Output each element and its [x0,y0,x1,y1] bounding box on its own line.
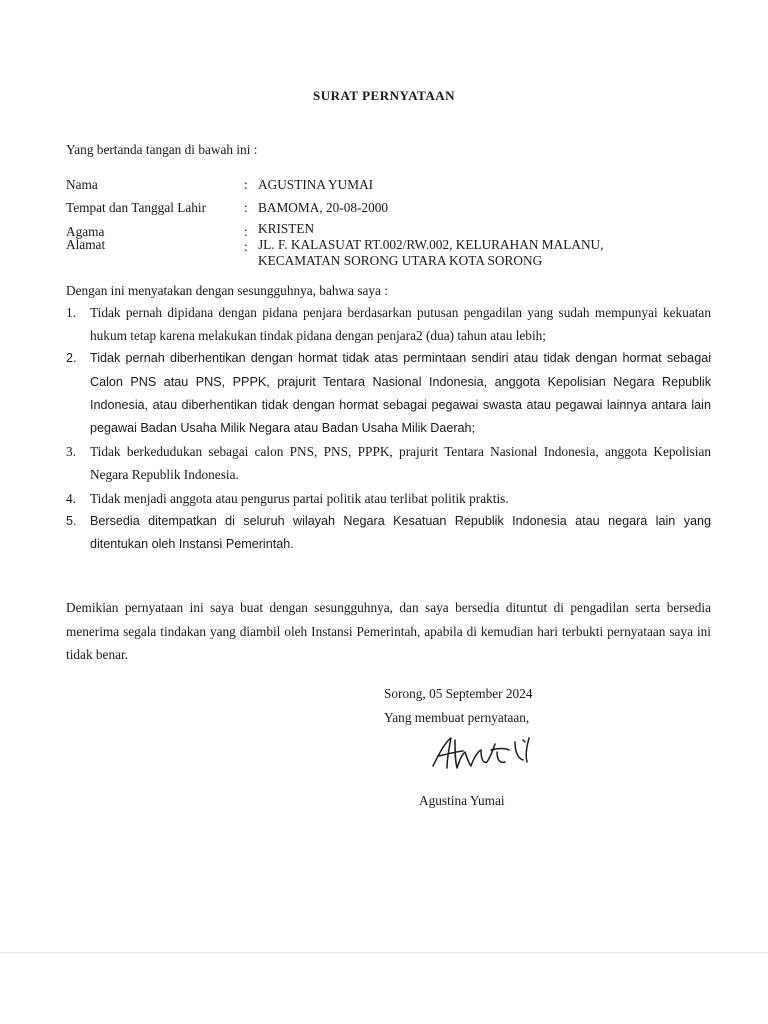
list-item-text: Tidak berkedudukan sebagai calon PNS, PNS, PPPK, prajurit Tentara Nasional Indonesia, anggota Kepolisian Negara Republik Indonesia. [90,444,711,483]
field-value-agama: KRISTEN [258,221,315,236]
field-colon: : [244,200,248,215]
list-item-text: Tidak menjadi anggota atau pengurus partai politik atau terlibat politik praktis. [90,490,509,506]
declaration-list [66,301,711,556]
field-value-ttl: BAMOMA, 20-08-2000 [258,200,389,215]
field-colon: : [244,177,248,192]
scan-edge-line [0,952,768,953]
declaration-intro: Dengan ini menyatakan dengan sesungguhnya, bahwa saya : [66,283,388,298]
list-item [66,510,711,556]
list-item-text: Tidak pernah dipidana dengan pidana penjara berdasarkan putusan pengadilan yang sudah mempunyai kekuatan hukum tetap karena melakukan tindak pidana dengan penjara2 (dua) tahun atau lebih; [90,305,711,344]
field-label-agama: Agama [66,224,105,239]
signer-name: Agustina Yumai [419,793,505,808]
field-label-alamat: Alamat [66,237,106,252]
list-item-number: 3. [66,444,76,460]
list-item-number: 5. [66,513,77,528]
intro-text: Yang bertanda tangan di bawah ini : [66,142,258,157]
field-value-alamat-2: KECAMATAN SORONG UTARA KOTA SORONG [258,253,543,268]
closing-paragraph: Demikian pernyataan ini saya buat dengan sesungguhnya, dan saya bersedia dituntut di pengadilan serta bersedia menerima segala tindakan yang diambil oleh Instansi Pemerintah, apabila di kemudian hari terbukti pernyataan saya ini tidak benar. [66,600,711,662]
field-label-nama: Nama [66,177,98,192]
place-date: Sorong, 05 September 2024 [384,686,533,701]
document-title: SURAT PERNYATAAN [313,88,455,103]
field-value-alamat-1: JL. F. KALASUAT RT.002/RW.002, KELURAHAN MALANU, [258,237,604,252]
list-item-number: 4. [66,490,76,506]
list-item [66,347,711,440]
field-colon: : [244,224,248,239]
signer-caption: Yang membuat pernyataan, [384,710,530,725]
list-item-text: Tidak pernah diberhentikan dengan hormat tidak atas permintaan sendiri atau tidak dengan hormat sebagai Calon PNS atau PNS, PPPK, prajurit Tentara Nasional Indonesia, anggota Kepolisian Negara Republik Indonesia, atau diberhentikan tidak dengan hormat sebagai pegawai swasta atau pegawai lainnya antara lain pegawai Badan Usaha Milik Negara atau Badan Usaha Milik Daerah; [90,351,711,436]
field-colon: : [244,239,248,254]
list-item [66,440,711,486]
list-item [66,301,711,347]
signature-image [425,732,545,778]
list-item [66,487,711,510]
list-item-number: 2. [66,351,77,366]
list-item-number: 1. [66,305,76,320]
list-item-text: Bersedia ditempatkan di seluruh wilayah Negara Kesatuan Republik Indonesia atau negara lain yang ditentukan oleh Instansi Pemerintah. [90,513,711,552]
field-value-nama: AGUSTINA YUMAI [258,177,374,192]
field-label-ttl: Tempat dan Tanggal Lahir [66,200,207,215]
